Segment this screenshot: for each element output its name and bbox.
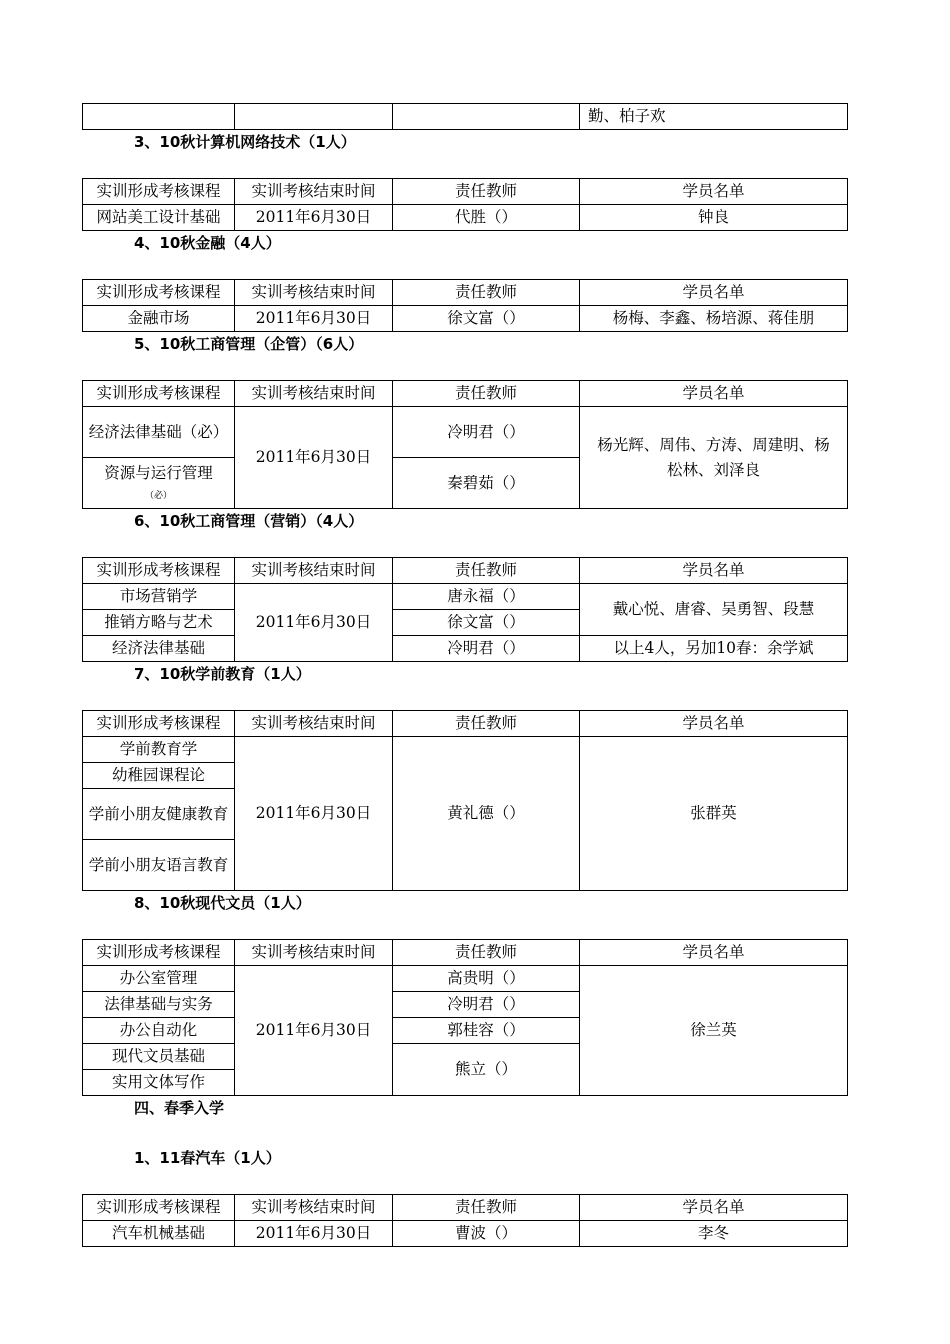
table-row	[83, 636, 848, 662]
header-end-time: 实训考核结束时间	[235, 1195, 393, 1221]
section-heading: 5、10秋工商管理（企管）（6人）	[134, 335, 364, 353]
course-name: 经济法律基础（必）	[83, 407, 235, 458]
table-header-row	[83, 179, 848, 205]
header-course: 实训形成考核课程	[83, 381, 235, 407]
table-cell	[235, 104, 393, 130]
table-header-row	[83, 1195, 848, 1221]
course-table	[82, 557, 848, 662]
header-course: 实训形成考核课程	[83, 179, 235, 205]
course-name: 幼稚园课程论	[83, 763, 235, 789]
course-name: 现代文员基础	[83, 1044, 235, 1070]
table-header-row	[83, 711, 848, 737]
section-heading: 8、10秋现代文员（1人）	[134, 894, 311, 912]
header-teacher: 责任教师	[393, 711, 580, 737]
table-row	[83, 205, 848, 231]
header-students: 学员名单	[580, 280, 848, 306]
header-teacher: 责任教师	[393, 179, 580, 205]
section-heading: 7、10秋学前教育（1人）	[134, 665, 311, 683]
header-students: 学员名单	[580, 558, 848, 584]
table-row	[83, 104, 848, 130]
continued-table	[82, 103, 848, 130]
course-name: 办公自动化	[83, 1018, 235, 1044]
header-students: 学员名单	[580, 940, 848, 966]
table-header-row	[83, 940, 848, 966]
course-name: 办公室管理	[83, 966, 235, 992]
section-heading: 6、10秋工商管理（营销）（4人）	[134, 512, 364, 530]
course-name: 推销方略与艺术	[83, 610, 235, 636]
table-row	[83, 584, 848, 610]
student-list: 杨光辉、周伟、方涛、周建明、杨松林、刘泽良	[580, 407, 848, 509]
student-list: 钟良	[580, 205, 848, 231]
course-name: 市场营销学	[83, 584, 235, 610]
table-header-row	[83, 558, 848, 584]
header-teacher: 责任教师	[393, 280, 580, 306]
teacher-name: 郭桂容（）	[393, 1018, 580, 1044]
table-row	[83, 306, 848, 332]
course-table	[82, 380, 848, 509]
course-name: 汽车机械基础	[83, 1221, 235, 1247]
student-list: 戴心悦、唐睿、吴勇智、段慧	[580, 584, 848, 636]
part-heading: 四、春季入学	[134, 1099, 225, 1117]
header-students: 学员名单	[580, 381, 848, 407]
table-row	[83, 407, 848, 458]
end-date: 2011年6月30日	[235, 1221, 393, 1247]
table-header-row	[83, 381, 848, 407]
student-list: 张群英	[580, 737, 848, 891]
teacher-name: 熊立（）	[393, 1044, 580, 1096]
header-teacher: 责任教师	[393, 1195, 580, 1221]
section-heading: 3、10秋计算机网络技术（1人）	[134, 133, 356, 151]
course-name: 金融市场	[83, 306, 235, 332]
header-end-time: 实训考核结束时间	[235, 280, 393, 306]
header-teacher: 责任教师	[393, 381, 580, 407]
header-course: 实训形成考核课程	[83, 1195, 235, 1221]
end-date: 2011年6月30日	[235, 737, 393, 891]
course-name	[83, 458, 235, 509]
student-list: 勤、柏子欢	[580, 104, 848, 130]
header-teacher: 责任教师	[393, 940, 580, 966]
course-table	[82, 178, 848, 231]
course-name: 网站美工设计基础	[83, 205, 235, 231]
section-heading: 1、11春汽车（1人）	[134, 1149, 281, 1167]
course-name: 学前小朋友语言教育	[83, 840, 235, 891]
course-table	[82, 710, 848, 891]
course-name: 学前教育学	[83, 737, 235, 763]
student-list: 李冬	[580, 1221, 848, 1247]
end-date: 2011年6月30日	[235, 205, 393, 231]
teacher-name: 徐文富（）	[393, 306, 580, 332]
header-students: 学员名单	[580, 1195, 848, 1221]
course-required-note: （必）	[144, 490, 172, 501]
course-name: 学前小朋友健康教育	[83, 789, 235, 840]
teacher-name: 秦碧茹（）	[393, 458, 580, 509]
course-table	[82, 939, 848, 1096]
header-students: 学员名单	[580, 179, 848, 205]
course-table	[82, 279, 848, 332]
end-date: 2011年6月30日	[235, 966, 393, 1096]
document-page	[82, 103, 847, 1247]
table-row	[83, 1221, 848, 1247]
table-cell	[83, 104, 235, 130]
table-row	[83, 966, 848, 992]
teacher-name: 代胜（）	[393, 205, 580, 231]
header-course: 实训形成考核课程	[83, 940, 235, 966]
student-list: 徐兰英	[580, 966, 848, 1096]
header-end-time: 实训考核结束时间	[235, 381, 393, 407]
teacher-name: 曹波（）	[393, 1221, 580, 1247]
course-name: 经济法律基础	[83, 636, 235, 662]
teacher-name: 徐文富（）	[393, 610, 580, 636]
teacher-name: 冷明君（）	[393, 992, 580, 1018]
header-end-time: 实训考核结束时间	[235, 179, 393, 205]
teacher-name: 唐永福（）	[393, 584, 580, 610]
course-name-main: 资源与运行管理	[104, 463, 213, 482]
course-name: 实用文体写作	[83, 1070, 235, 1096]
table-cell	[393, 104, 580, 130]
table-row	[83, 737, 848, 763]
header-end-time: 实训考核结束时间	[235, 940, 393, 966]
table-header-row	[83, 280, 848, 306]
header-end-time: 实训考核结束时间	[235, 711, 393, 737]
header-students: 学员名单	[580, 711, 848, 737]
student-list: 杨梅、李鑫、杨培源、蒋佳朋	[580, 306, 848, 332]
end-date: 2011年6月30日	[235, 306, 393, 332]
course-table	[82, 1194, 848, 1247]
header-course: 实训形成考核课程	[83, 280, 235, 306]
end-date: 2011年6月30日	[235, 407, 393, 509]
header-end-time: 实训考核结束时间	[235, 558, 393, 584]
student-list-extra: 以上4人，另加10春：余学斌	[580, 636, 848, 662]
teacher-name: 黄礼德（）	[393, 737, 580, 891]
teacher-name: 冷明君（）	[393, 636, 580, 662]
course-name: 法律基础与实务	[83, 992, 235, 1018]
teacher-name: 冷明君（）	[393, 407, 580, 458]
header-course: 实训形成考核课程	[83, 558, 235, 584]
teacher-name: 高贵明（）	[393, 966, 580, 992]
header-course: 实训形成考核课程	[83, 711, 235, 737]
end-date: 2011年6月30日	[235, 584, 393, 662]
section-heading: 4、10秋金融（4人）	[134, 234, 281, 252]
header-teacher: 责任教师	[393, 558, 580, 584]
